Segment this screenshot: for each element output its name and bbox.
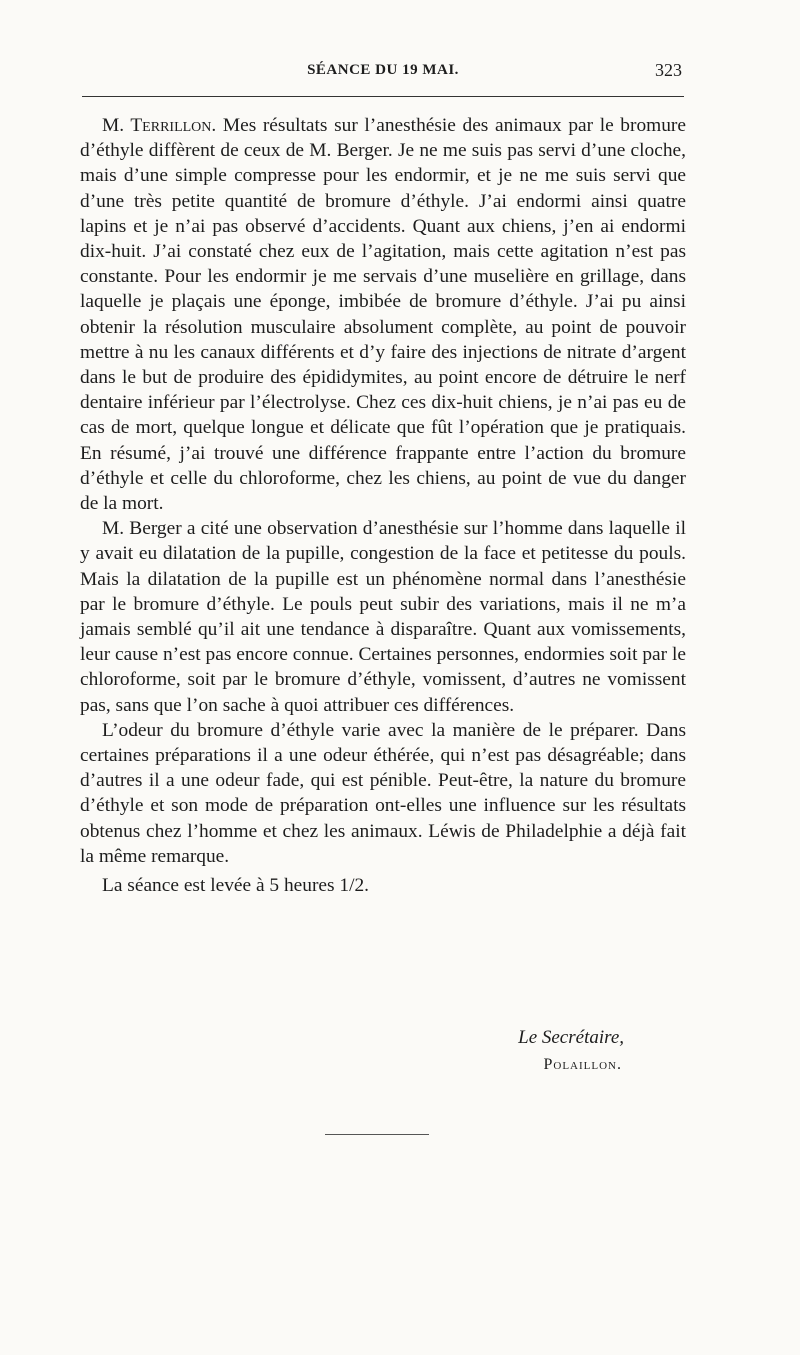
paragraph-terrillon	[80, 113, 686, 516]
end-rule	[325, 1134, 429, 1135]
page-header	[82, 60, 684, 86]
signature-title: Le Secrétaire,	[518, 1027, 624, 1048]
header-rule	[82, 96, 684, 97]
paragraph-berger: M. Berger a cité une observation d’anesthésie sur l’homme dans laquelle il y avait eu dilatation de la pupille, congestion de la face et petitesse du pouls. Mais la dilatation de la pupille est un phénomène normal dans l’anesthésie par le bromure d’éthyle. Le pouls peut subir des variations, mais il ne m’a jamais semblé qu’il ait une tendance à disparaître. Quant aux vomissements, leur cause n’est pas encore connue. Certaines personnes, endormies soit par le chloroforme, soit par le bromure d’éthyle, vomissent, d’autres ne vomissent pas, sans que l’on sache à quoi attribuer ces différences.	[80, 518, 686, 716]
speaker-name: M. Terrillon.	[102, 115, 217, 136]
body-text	[80, 113, 686, 898]
paragraph-odeur: L’odeur du bromure d’éthyle varie avec la manière de le préparer. Dans certaines préparations il a une odeur éthérée, qui n’est pas désagréable; dans d’autres il a une odeur fade, qui est pénible. Peut-être, la nature du bromure d’éthyle et son mode de préparation ont-elles une influence sur les résultats obtenus chez l’homme et chez les animaux. Léwis de Philadelphie a déjà fait la même remarque.	[80, 719, 686, 867]
paragraph-text: Mes résultats sur l’anesthésie des animaux par le bromure d’éthyle diffèrent de ceux de M. Berger. Je ne me suis pas servi d’une cloche, mais d’une simple compresse pour les endormir, et je ne me suis servi que d’une très petite quantité de bromure d’éthyle. J’ai endormi ainsi quatre lapins et je n’ai pas observé d’accidents. Quant aux chiens, j’en ai endormi dix-huit. J’ai constaté chez eux de l’agitation, mais cette agitation n’est pas constante. Pour les endormir je me servais d’une muselière en grillage, dans laquelle je plaçais une éponge, imbibée de bromure d’éthyle. J’ai pu ainsi obtenir la résolution musculaire absolument complète, au point de pouvoir mettre à nu les canaux différents et d’y faire des injections de nitrate d’argent dans le but de produire des épididymites, au point encore de détruire le nerf dentaire inférieur par l’électrolyse. Chez ces dix-huit chiens, je n’ai pas eu de cas de mort, quelque longue et délicate que fût l’opération que je pratiquais. En résumé, j’ai trouvé une différence frappante entre l’action du bromure d’éthyle et celle du chloroforme, chez les chiens, au point de vue du danger de la mort.	[80, 115, 686, 515]
paragraph-closing: La séance est levée à 5 heures 1/2.	[102, 875, 370, 897]
running-title: SÉANCE DU 19 MAI.	[307, 62, 459, 78]
page-number: 323	[655, 60, 682, 80]
signature-name: Polaillon.	[543, 1056, 622, 1073]
